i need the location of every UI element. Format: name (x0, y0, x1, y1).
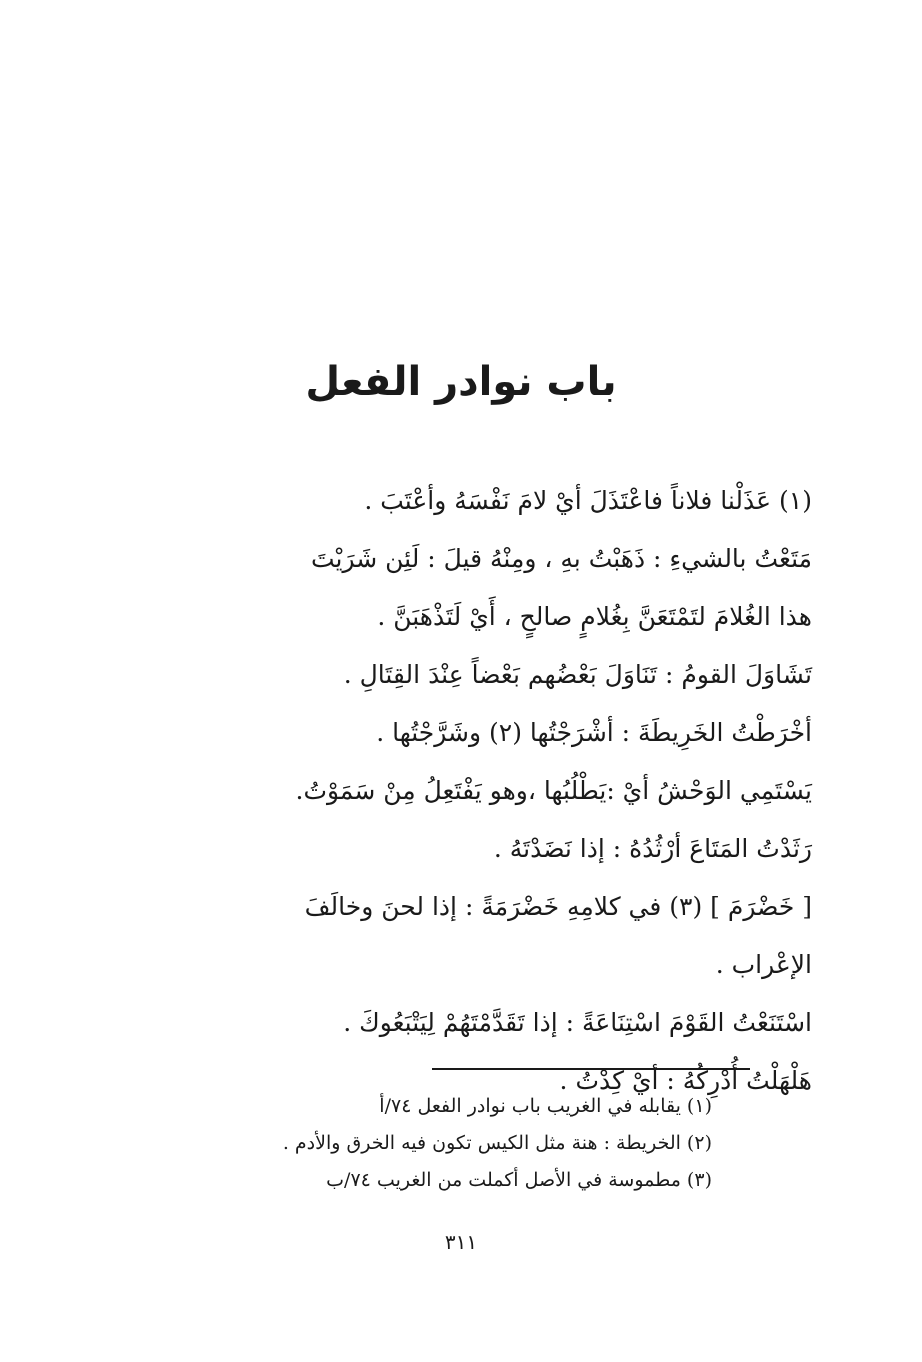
text-line: تَشَاوَلَ القومُ : تَنَاوَلَ بَعْضُهم بَعْضاً عِنْدَ القِتَالِ . (343, 660, 812, 689)
footnote-separator (432, 1068, 750, 1070)
text-line: هذا الغُلامَ لتَمْتَعَنَّ بِغُلامٍ صالحٍ ، أَيْ لَتَذْهَبَنَّ . (377, 602, 812, 631)
footnote-1: (١) يقابله في الغريب باب نوادر الفعل ٧٤/أ (379, 1095, 712, 1117)
text-line: (١) عَذَلْنا فلاناً فاعْتَذَلَ أيْ لامَ نَفْسَهُ وأعْتَبَ . (364, 486, 812, 515)
text-line: يَسْتَمِي الوَحْشُ أيْ :يَطْلُبُها ،وهو يَفْتَعِلُ مِنْ سَمَوْتُ. (295, 776, 812, 805)
text-line: [ خَضْرَمَ ] (٣) في كلامِهِ خَضْرَمَةً : إذا لحنَ وخالَفَ (304, 892, 812, 921)
text-line: مَتَعْتُ بالشيءِ : ذَهَبْتُ بهِ ، ومِنْهُ قيلَ : لَئِن شَرَيْتَ (310, 544, 812, 573)
footnote-2: (٢) الخريطة : هنة مثل الكيس تكون فيه الخرق والأدم . (282, 1132, 712, 1154)
footnote-3: (٣) مطموسة في الأصل أكملت من الغريب ٧٤/ب (326, 1169, 712, 1191)
text-line: اسْتَنَعْتُ القَوْمَ اسْتِنَاعَةً : إذا تَقَدَّمْتَهُمْ لِيَتْبَعُوكَ . (343, 1008, 812, 1037)
page-number: ٣١١ (444, 1230, 478, 1254)
text-line: الإعْراب . (715, 950, 812, 979)
text-line: هَلْهَلْتُ أُدْرِكُهُ : أيْ كِدْتُ . (559, 1066, 812, 1095)
body-text (120, 472, 812, 1110)
text-line: أخْرَطْتُ الخَرِيطَةَ : أشْرَجْتُها (٢) وشَرَّجْتُها . (376, 718, 812, 747)
footnotes (200, 1088, 712, 1199)
text-line: رَثَدْتُ المَتَاعَ أرْثُدُهُ : إذا نَضَدْتَهُ . (493, 834, 812, 863)
chapter-title: باب نوادر الفعل (305, 359, 617, 405)
